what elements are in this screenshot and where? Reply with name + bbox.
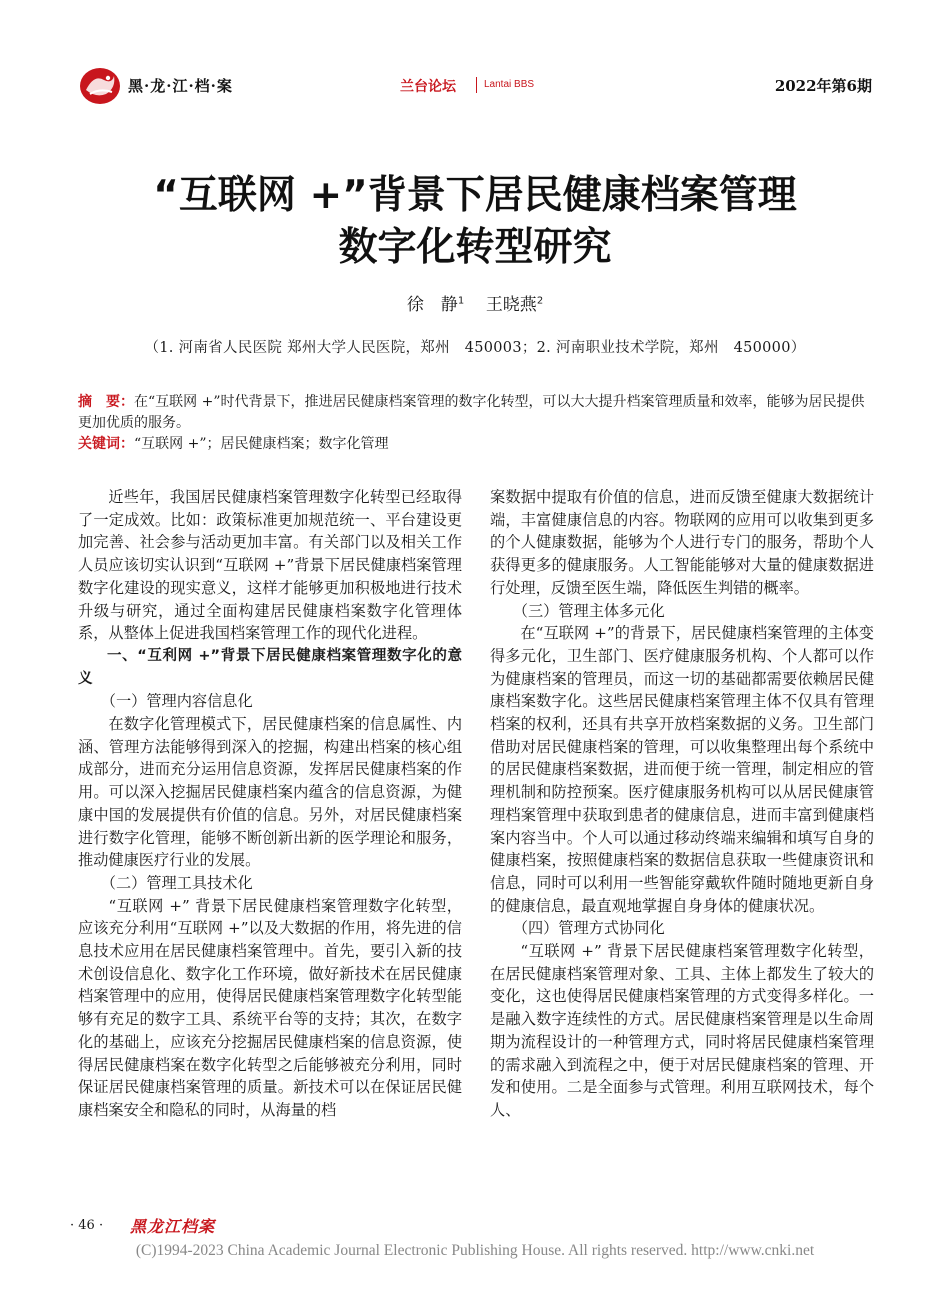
- body-paragraph: “互联网 +” 背景下居民健康档案管理数字化转型，应该充分利用“互联网 +”以及大数据的作用，将先进的信息技术应用在居民健康档案管理中。首先，要引入新的技术创设信息化、数字化工作环境，做好新技术在居民健康档案管理中的应用，使得居民健康档案管理数字化转型能够有充足的数字工具、系统平台等的支持；其次，在数字化的基础上，应该充分挖掘居民健康档案的信息资源，使得居民健康档案在数字化转型之后能够被充分利用，同时保证居民健康档案管理的质量。新技术可以在保证居民健康档案安全和隐私的同时，从海量的档: [78, 896, 462, 1119]
- abstract: [78, 392, 873, 434]
- keywords-label: 关键词：: [78, 436, 134, 452]
- journal-name: 黑·龙·江·档·案: [128, 77, 233, 95]
- subsection-heading: （一）管理内容信息化: [100, 692, 253, 711]
- title-line-1: “互联网 +”背景下居民健康档案管理: [153, 173, 797, 218]
- page-number: · 46 ·: [70, 1218, 104, 1233]
- subsection-heading: （二）管理工具技术化: [100, 873, 253, 892]
- authors: [0, 290, 950, 315]
- author-affil-mark: 2: [536, 295, 544, 307]
- affiliations: （1. 河南省人民医院 郑州大学人民医院，郑州 450003；2. 河南职业技术学院，郑州 450000）: [144, 340, 806, 356]
- column-divider: [476, 77, 477, 93]
- article-title: [0, 170, 950, 274]
- body-paragraph: 案数据中提取有价值的信息，进而反馈至健康大数据统计端，丰富健康信息的内容。物联网的应用可以收集到更多的个人健康数据，能够为个人进行专门的服务，帮助个人获得更多的健康服务。人工智能能够对大量的健康数据进行处理，反馈至医生端，降低医生判错的概率。: [490, 488, 874, 597]
- column-name: 兰台论坛: [400, 79, 456, 95]
- author-name: 王晓燕: [485, 295, 537, 315]
- section-heading: 一、“互利网 +”背景下居民健康档案管理数字化的意义: [78, 647, 462, 687]
- issue-label: 2022年第6期: [774, 77, 872, 95]
- body-column-right: [490, 486, 874, 1122]
- abstract-text: 在“互联网 +”时代背景下，推进居民健康档案管理的数字化转型，可以大大提升档案管理质量和效率，能够为居民提供更加优质的服务。: [78, 394, 865, 431]
- column-name-en: Lantai BBS: [484, 79, 535, 90]
- abstract-label: 摘 要：: [78, 394, 134, 410]
- page-header: [0, 0, 950, 112]
- body-paragraph: “互联网 +” 背景下居民健康档案管理数字化转型，在居民健康档案管理对象、工具、主体上都发生了较大的变化，这也使得居民健康档案管理的方式变得多样化。一是融入数字连续性的方式。居民健康档案管理是以生命周期为流程设计的一种管理方式，同时将居民健康档案管理的需求融入到流程之中，便于对居民健康档案的管理、开发和使用。二是全面参与式管理。利用互联网技术，每个人、: [490, 942, 874, 1119]
- body-column-left: [78, 486, 462, 1122]
- body-paragraph: 在数字化管理模式下，居民健康档案的信息属性、内涵、管理方法能够得到深入的挖掘，构建出档案的核心组成部分，进而充分运用信息资源，发挥居民健康档案的作用。可以深入挖掘居民健康档案内蕴含的信息资源，为健康中国的发展提供有价值的信息。另外，对居民健康档案进行数字化管理，能够不断创新出新的医学理论和服务，推动健康医疗行业的发展。: [78, 715, 462, 870]
- keywords-text: “互联网 +”；居民健康档案；数字化管理: [134, 436, 389, 452]
- journal-logo-icon: [78, 64, 122, 106]
- title-line-2: 数字化转型研究: [338, 225, 612, 270]
- subsection-heading: （四）管理方式协同化: [512, 919, 665, 938]
- footer-brand: 黑龙江档案: [130, 1217, 216, 1236]
- author-name: 徐 静: [406, 295, 458, 315]
- body-paragraph: 近些年，我国居民健康档案管理数字化转型已经取得了一定成效。比如：政策标准更加规范统一、平台建设更加完善、社会参与活动更加丰富。有关部门以及相关工作人员应该切实认识到“互联网 +”背景下居民健康档案管理数字化建设的现实意义，这样才能够更加积极地进行技术升级与研究，通过全面构建居民健康档案数字化管理体系，从整体上促进我国档案管理工作的现代化进程。: [78, 488, 462, 643]
- body-paragraph: 在“互联网 +”的背景下，居民健康档案管理的主体变得多元化，卫生部门、医疗健康服务机构、个人都可以作为健康档案的管理员，而这一切的基础都需要依赖居民健康档案数字化。这些居民健康档案管理主体不仅具有管理档案的权利，还具有共享开放档案数据的义务。卫生部门借助对居民健康档案的管理，可以收集整理出每个系统中的居民健康档案数据，进而便于统一管理，制定相应的管理机制和防控预案。医疗健康服务机构可以从居民健康管理档案管理中获取到患者的健康信息，进而丰富到健康档案内容当中。个人可以通过移动终端来编辑和填写自身的健康档案，按照健康档案的数据信息获取一些健康资讯和信息，同时可以利用一些智能穿戴软件随时随地更新自身的健康信息，最直观地掌握自身身体的健康状况。: [490, 624, 874, 915]
- subsection-heading: （三）管理主体多元化: [512, 601, 665, 620]
- copyright-notice: (C)1994-2023 China Academic Journal Electronic Publishing House. All rights reserved. http://www.cnki.net: [135, 1242, 815, 1259]
- author-affil-mark: 1: [457, 295, 465, 307]
- keywords: [78, 434, 873, 455]
